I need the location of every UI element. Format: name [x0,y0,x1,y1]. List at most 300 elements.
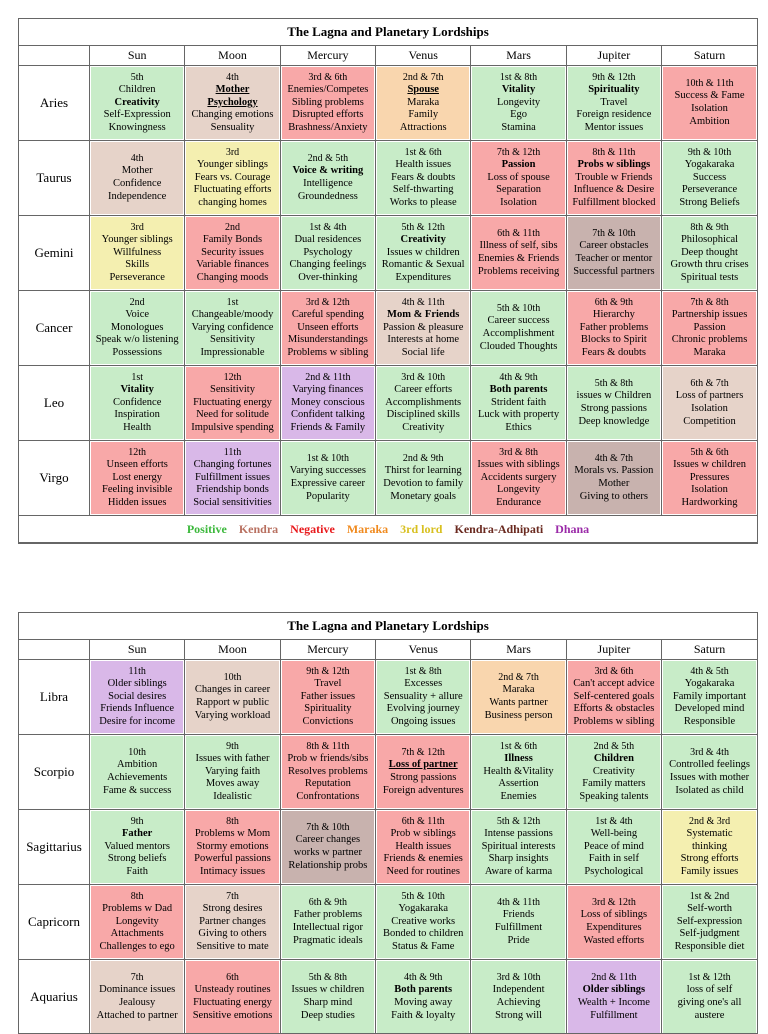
sign-label: Taurus [19,141,90,216]
lordship-cell-content [91,961,183,1033]
house-lordship: 6th & 11th [402,816,445,829]
effect-line: Faith [126,866,148,879]
lordship-cell [566,885,661,960]
house-lordship: 7th [226,891,239,904]
lordship-cell-content [282,142,374,214]
lordship-cell [376,441,471,516]
effect-line: Jealousy [119,997,155,1010]
effect-line: Stamina [501,122,535,135]
effect-line: Perseverance [109,272,164,285]
effect-line: Valued mentors [104,841,170,854]
effect-line: Dual residences [294,234,361,247]
lordship-cell [376,291,471,366]
effect-line: Confidence [113,178,161,191]
effect-line: Misunderstandings [288,334,368,347]
planet-header: Mars [471,46,566,66]
legend-item: Kendra [239,522,278,536]
lordship-cell-content [472,142,564,214]
effect-line: Younger siblings [102,234,173,247]
lordship-cell-content [282,736,374,808]
house-lordship: 3rd & 12th [306,297,350,310]
lordship-cell-content [91,886,183,958]
effect-line: Security issues [201,247,264,260]
effect-line: Ethics [505,422,531,435]
effect-line: Responsible diet [675,941,745,954]
effect-line: Feeling invisible [102,484,172,497]
effect-line: Relationship probs [288,860,367,873]
effect-line: Prob w friends/sibs [287,753,368,766]
lordship-cell [662,441,757,516]
house-lordship: 5th [131,72,144,85]
effect-line: Fulfillment [590,1010,637,1023]
house-lordship: 6th & 9th [309,897,347,910]
effect-line: Can't accept advice [573,678,654,691]
sign-label: Cancer [19,291,90,366]
effect-line: Changes in career [195,684,270,697]
effect-line: loss of self [687,984,733,997]
house-lordship: 3rd & 10th [497,972,541,985]
effect-line: Teacher or mentor [575,253,652,266]
house-lordship: 4th [226,72,239,85]
house-lordship: 7th & 10th [592,228,635,241]
effect-line: Sharp insights [489,853,549,866]
lordship-cell-content [472,367,564,439]
effect-line: Father problems [294,909,363,922]
lordship-cell [280,366,375,441]
lordship-cell [90,885,185,960]
lordship-cell-content [377,961,469,1033]
house-lordship: 5th & 10th [402,891,445,904]
lordship-cell-content [91,661,183,733]
effect-line: Self-Expression [104,109,171,122]
house-lordship: 3rd & 12th [592,897,636,910]
house-lordship: 5th & 10th [497,303,540,316]
effect-line: Accomplishments [385,397,461,410]
lordship-cell-content [186,217,278,289]
house-lordship: 10th & 11th [686,78,734,91]
planet-header: Saturn [662,46,757,66]
legend-item: Positive [187,522,227,536]
effect-line: Reputation [305,778,351,791]
lordship-cell-content [568,367,660,439]
effect-line: Disciplined skills [387,409,460,422]
effect-line: Brashness/Anxiety [288,122,367,135]
house-lordship: 2nd & 7th [403,72,444,85]
lordship-cell [471,66,566,141]
effect-line: Attractions [400,122,447,135]
effect-line: Children [594,753,634,766]
effect-line: Social sensitivities [193,497,271,510]
lordship-cell [662,216,757,291]
effect-line: Passion [502,159,536,172]
effect-line: Creativity [401,234,446,247]
lordship-cell-content [663,442,756,514]
table-title: The Lagna and Planetary Lordships [19,613,757,640]
lordship-cell [185,735,280,810]
house-lordship: 2nd & 9th [403,453,444,466]
planet-header: Sun [90,640,185,660]
effect-line: Endurance [496,497,541,510]
lordship-cell [662,291,757,366]
sign-row [19,366,757,441]
planet-header: Mercury [280,640,375,660]
effect-line: Partnership issues [672,309,748,322]
sign-row [19,885,757,960]
lordship-cell [376,885,471,960]
effect-line: Monologues [111,322,164,335]
effect-line: Spiritual tests [681,272,738,285]
sign-row [19,291,757,366]
effect-line: Vitality [502,84,535,97]
lordship-cell [376,216,471,291]
lordship-cell-content [91,292,183,364]
effect-line: Perseverance [682,184,737,197]
effect-line: Romantic & Sexual [382,259,465,272]
effect-line: Passion [693,322,725,335]
effect-line: Fluctuating energy [193,397,272,410]
lordship-cell-content [472,292,564,364]
effect-line: Skills [125,259,149,272]
effect-line: Impressionable [200,347,264,360]
lordship-cell-content [377,142,469,214]
lordship-cell-content [568,736,660,808]
lordship-cell-content [91,367,183,439]
effect-line: Fulfillment blocked [572,197,655,210]
effect-line: Problems w sibling [287,347,368,360]
effect-line: Over-thinking [298,272,357,285]
lordship-cell-content [91,811,183,883]
effect-line: Devotion to family [383,478,463,491]
effect-line: Changeable/moody [192,309,274,322]
lordship-cell [566,141,661,216]
effect-line: Enemies & Friends [478,253,559,266]
effect-line: Spouse [407,84,439,97]
sign-row [19,660,757,735]
effect-line: Yogakaraka [398,903,448,916]
house-lordship: 5th & 8th [309,972,347,985]
effect-line: Isolation [500,197,537,210]
planet-header: Jupiter [566,46,661,66]
effect-line: Father problems [580,322,649,335]
effect-line: Isolation [691,403,728,416]
house-lordship: 6th & 7th [690,378,728,391]
effect-line: Psychological [584,866,643,879]
house-lordship: 4th & 7th [595,453,633,466]
effect-line: Self-worth [687,903,732,916]
lordship-cell-content [282,292,374,364]
effect-line: Knowingness [109,122,166,135]
house-lordship: 6th & 11th [497,228,540,241]
effect-line: Faith & loyalty [391,1010,455,1023]
lordship-cell-content [472,961,564,1033]
effect-line: Competition [683,416,736,429]
effect-line: works w partner [294,847,362,860]
effect-line: Attached to partner [97,1010,178,1023]
effect-line: Unseen efforts [297,322,358,335]
house-lordship: 3rd & 8th [499,447,538,460]
lordship-cell-content [568,67,660,139]
house-lordship: 4th & 11th [402,297,445,310]
effect-line: Inspiration [114,409,160,422]
lordship-cell [280,66,375,141]
effect-line: changing homes [198,197,267,210]
effect-line: Pragmatic ideals [293,935,363,948]
lordship-cell-content [472,661,564,733]
lordship-cell [280,141,375,216]
effect-line: Family [408,109,438,122]
lordship-cell [471,660,566,735]
lordship-cell [185,810,280,885]
effect-line: Strong beliefs [108,853,167,866]
effect-line: Friends Influence [100,703,174,716]
effect-line: Luck with property [478,409,559,422]
effect-line: Vitality [120,384,153,397]
lordship-cell [90,291,185,366]
effect-line: Self-expression [677,916,742,929]
effect-line: Confident talking [291,409,365,422]
effect-line: Fulfillment [495,922,542,935]
effect-line: Peace of mind [584,841,644,854]
legend-item: Negative [290,522,335,536]
lordship-cell-content [91,217,183,289]
lordship-cell [662,141,757,216]
effect-line: Illness of self, sibs [479,240,557,253]
effect-line: Strong efforts [681,853,739,866]
effect-line: Father [122,828,152,841]
house-lordship: 7th & 10th [306,822,349,835]
lordship-cell-content [472,442,564,514]
lordship-cell [662,366,757,441]
lordship-cell-content [472,736,564,808]
effect-line: Isolation [691,103,728,116]
effect-line: Achieving [497,997,541,1010]
lordship-cell-content [663,67,756,139]
sign-label: Aquarius [19,960,90,1034]
house-lordship: 9th [226,741,239,754]
effect-line: Disrupted efforts [292,109,363,122]
effect-line: Prob w siblings [391,828,456,841]
lordship-cell [185,216,280,291]
sign-row [19,66,757,141]
effect-line: Health issues [395,159,451,172]
effect-line: Chronic problems [672,334,748,347]
effect-line: Both parents [490,384,548,397]
effect-line: Changing moods [197,272,268,285]
effect-line: Friends & enemies [384,853,463,866]
effect-line: Issues w children [673,459,746,472]
effect-line: Voice & writing [292,165,363,178]
lordship-cell [90,960,185,1034]
effect-line: Career success [488,315,550,328]
sign-row [19,441,757,516]
lordship-cell [185,66,280,141]
effect-line: Older siblings [583,984,646,997]
house-lordship: 9th & 10th [688,147,731,160]
lordship-cell [185,366,280,441]
table-title: The Lagna and Planetary Lordships [19,19,757,46]
effect-line: austere [695,1010,725,1023]
effect-line: Wants partner [489,697,547,710]
effect-line: Assertion [498,778,538,791]
lordship-cell-content [186,811,278,883]
effect-line: Developed mind [675,703,745,716]
effect-line: Strong Beliefs [679,197,739,210]
effect-line: Longevity [497,484,540,497]
effect-line: Idealistic [213,791,251,804]
lordship-cell [280,660,375,735]
sign-label: Gemini [19,216,90,291]
effect-line: Intense passions [484,828,553,841]
lordship-cell [566,291,661,366]
planet-header: Venus [376,46,471,66]
effect-line: Travel [600,97,627,110]
lordship-cell-content [186,736,278,808]
legend-item: Dhana [555,522,589,536]
lordship-cell [185,291,280,366]
lordship-cell-content [282,442,374,514]
planet-header: Venus [376,640,471,660]
house-lordship: 8th & 11th [592,147,635,160]
lordship-cell-content [186,442,278,514]
effect-line: Strong will [495,1010,542,1023]
effect-line: Changing feelings [290,259,367,272]
effect-line: Expenditures [586,922,641,935]
lordship-cell-content [91,142,183,214]
lordship-cell-content [472,67,564,139]
effect-line: Moving away [394,997,452,1010]
effect-line: Dominance issues [99,984,175,997]
effect-line: Interests at home [387,334,459,347]
lordship-cell [185,141,280,216]
effect-line: Resolves problems [288,766,368,779]
house-lordship: 2nd [225,222,240,235]
lordship-cell [90,660,185,735]
effect-line: Yogakaraka [685,678,735,691]
effect-line: Spirituality [588,84,639,97]
house-lordship: 2nd & 11th [305,372,350,385]
lordship-cell-content [472,217,564,289]
effect-line: Sibling problems [292,97,364,110]
effect-line: Speaking talents [579,791,648,804]
effect-line: Children [119,84,156,97]
effect-line: Spiritual interests [482,841,556,854]
planet-header: Saturn [662,640,757,660]
effect-line: Creativity [593,766,635,779]
effect-line: thinking [692,841,727,854]
house-lordship: 10th [128,747,146,760]
effect-line: Family matters [582,778,645,791]
house-lordship: 4th [131,153,144,166]
sign-label: Aries [19,66,90,141]
corner-cell [19,46,90,66]
effect-line: Mentor issues [585,122,644,135]
effect-line: Fulfillment issues [195,472,270,485]
lordship-cell-content [663,736,756,808]
lordship-cell [471,366,566,441]
lordship-cell-content [91,67,183,139]
effect-line: Separation [496,184,541,197]
effect-line: Enemies [500,791,536,804]
house-lordship: 12th [128,447,146,460]
house-lordship: 6th & 9th [595,297,633,310]
lordship-cell [471,960,566,1034]
effect-line: Intellectual rigor [293,922,363,935]
corner-cell [19,640,90,660]
lordship-cell [662,66,757,141]
lordship-cell-content [568,217,660,289]
effect-line: Independence [108,191,166,204]
effect-line: Money conscious [291,397,365,410]
effect-line: Psychology [207,97,257,110]
house-lordship: 2nd & 3rd [689,816,730,829]
effect-line: Well-being [591,828,637,841]
lordship-cell-content [186,367,278,439]
color-legend [19,516,757,543]
effect-line: Self-thwarting [393,184,454,197]
house-lordship: 4th & 9th [404,972,442,985]
effect-line: Need for routines [386,866,459,879]
lordship-cell-content [186,886,278,958]
effect-line: Accidents surgery [481,472,557,485]
house-lordship: 8th & 11th [306,741,349,754]
effect-line: Fame & success [103,785,171,798]
effect-line: Maraka [407,97,439,110]
lordship-cell-content [663,811,756,883]
effect-line: Influence & Desire [574,184,654,197]
sign-row [19,810,757,885]
lordship-cell [376,66,471,141]
lordships-grid [19,640,757,1034]
legend-item: 3rd lord [400,522,442,536]
house-lordship: 8th & 9th [690,222,728,235]
lordship-cell [280,810,375,885]
lordship-cell [90,441,185,516]
effect-line: Sensitivity [210,384,255,397]
effect-line: Issues with mother [670,772,749,785]
effect-line: Stormy emotions [196,841,268,854]
effect-line: Clouded Thoughts [480,341,558,354]
house-lordship: 4th & 11th [497,897,540,910]
effect-line: Powerful passions [194,853,271,866]
effect-line: Strident faith [491,397,546,410]
effect-line: Issues with father [195,753,269,766]
effect-line: Strong desires [203,903,263,916]
house-lordship: 11th [128,666,145,679]
lordship-cell-content [377,67,469,139]
lordship-cell [90,810,185,885]
lordship-cell [185,441,280,516]
lordship-cell-content [282,961,374,1033]
effect-line: Deep thought [681,247,738,260]
effect-line: Impulsive spending [191,422,274,435]
lordship-cell [90,216,185,291]
effect-line: Problems w Dad [102,903,172,916]
lordship-cell-content [377,217,469,289]
sign-label: Scorpio [19,735,90,810]
legend-item: Kendra-Adhipati [454,522,543,536]
effect-line: Thirst for learning [385,465,462,478]
lordship-cell-content [568,961,660,1033]
effect-line: Health [123,422,151,435]
lordship-cell-content [282,661,374,733]
effect-line: Maraka [503,684,535,697]
lordship-cell [185,885,280,960]
lordship-cell [90,141,185,216]
house-lordship: 3rd & 4th [690,747,729,760]
house-lordship: 1st & 12th [688,972,730,985]
house-lordship: 12th [224,372,242,385]
effect-line: Willfulness [113,247,161,260]
